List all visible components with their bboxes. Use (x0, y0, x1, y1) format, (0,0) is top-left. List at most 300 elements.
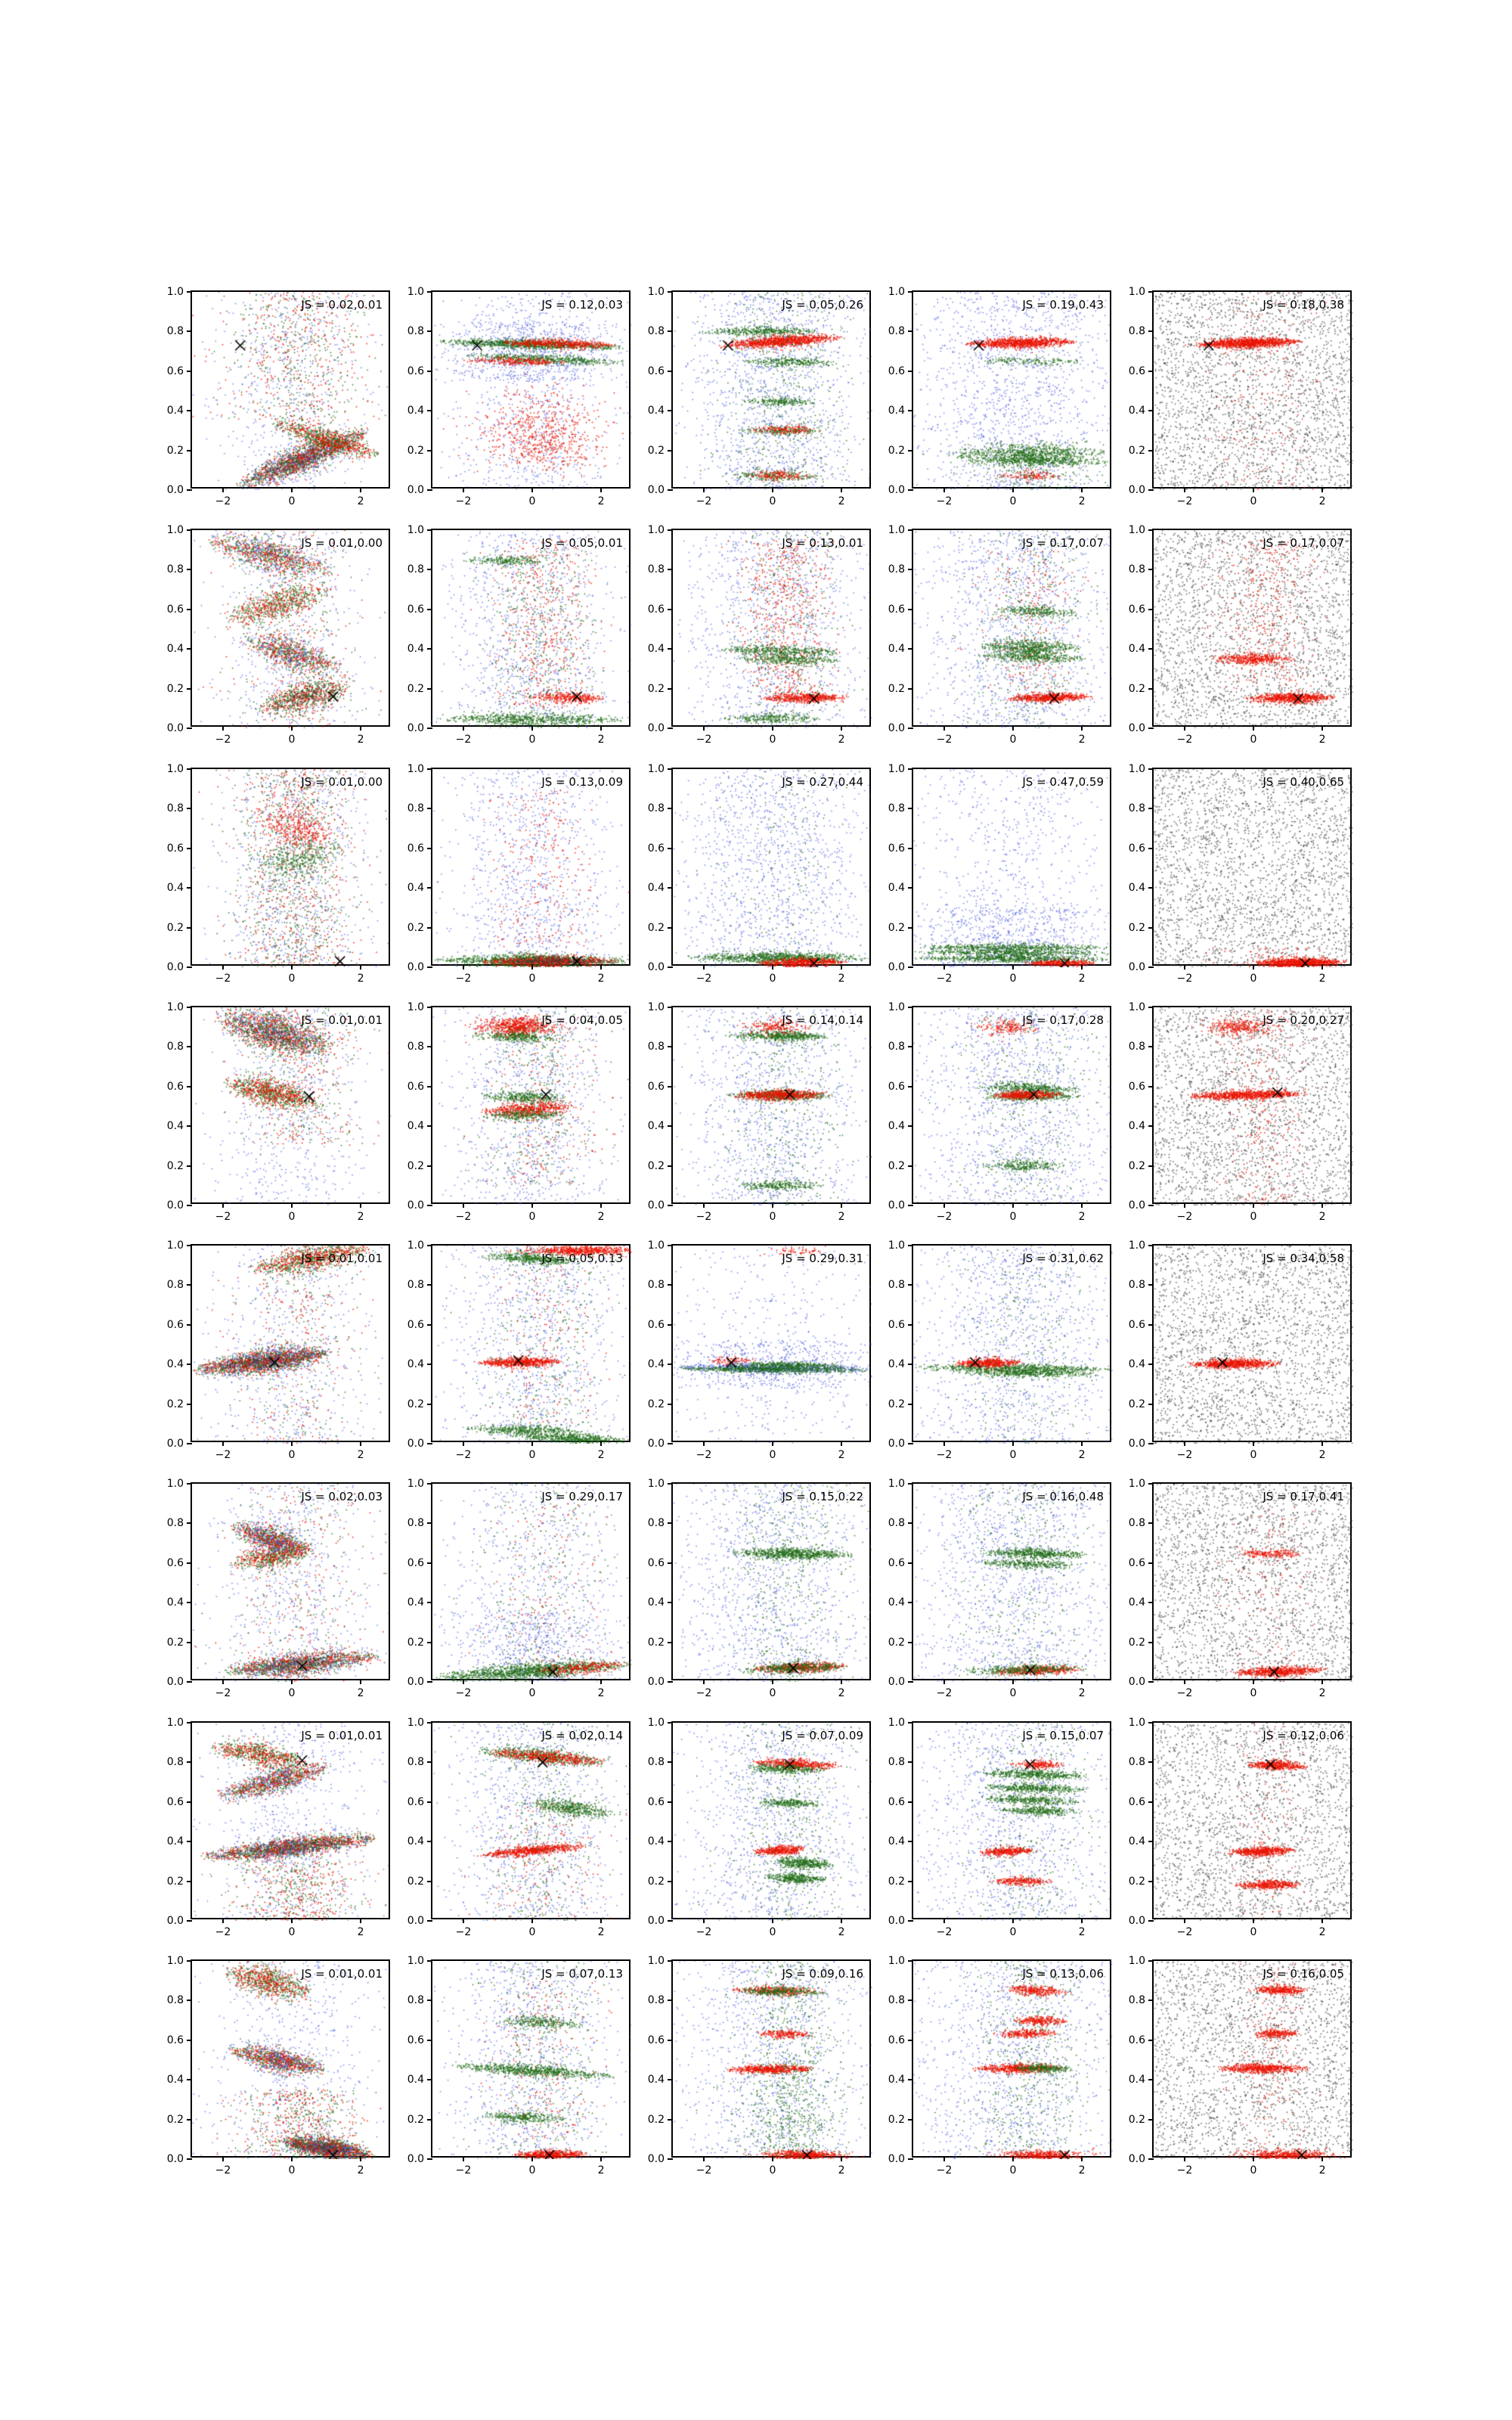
y-tick-label: 0.8 (647, 1994, 665, 2007)
y-tick-label: 0.2 (888, 444, 905, 457)
scatter-canvas (1154, 530, 1353, 728)
y-tick-mark (908, 450, 913, 451)
y-tick-mark (427, 728, 432, 729)
y-tick-label: 0.0 (1128, 1915, 1145, 1927)
scatter-canvas (913, 1007, 1113, 1205)
y-tick-mark (668, 1125, 673, 1127)
y-tick-mark (668, 291, 673, 293)
x-tick-mark (1081, 964, 1083, 970)
x-tick-mark (1012, 964, 1014, 970)
y-tick-label: 0.2 (888, 1875, 905, 1888)
x-tick-mark (222, 1202, 224, 1208)
x-tick-mark (772, 2156, 773, 2161)
x-tick-label: 0 (288, 495, 296, 507)
y-tick-mark (1148, 1443, 1154, 1444)
y-tick-mark (908, 2158, 913, 2160)
subplot-r6c5 (1128, 1478, 1352, 1699)
y-tick-label: 0.8 (647, 1041, 665, 1053)
x-tick-mark (531, 1441, 533, 1446)
x-tick-label: 0 (288, 1211, 296, 1223)
js-annotation: JS = 0.13,0.06 (1022, 1967, 1104, 1981)
scatter-canvas (673, 1723, 872, 1921)
subplot-r2c1 (166, 524, 390, 746)
js-annotation: JS = 0.12,0.06 (1263, 1729, 1344, 1742)
x-tick-label: 2 (838, 2164, 845, 2176)
y-tick-mark (187, 371, 192, 372)
js-annotation: JS = 0.20,0.27 (1263, 1013, 1344, 1027)
scatter-canvas (432, 1723, 632, 1921)
y-tick-mark (668, 489, 673, 491)
y-tick-mark (908, 1364, 913, 1365)
y-tick-mark (427, 2000, 432, 2001)
y-tick-label: 0.0 (647, 1676, 665, 1688)
x-tick-label: 2 (597, 734, 605, 746)
y-tick-label: 0.4 (166, 882, 184, 895)
js-annotation: JS = 0.12,0.03 (541, 298, 623, 312)
x-tick-mark (291, 487, 293, 492)
scatter-canvas (1154, 1484, 1353, 1682)
y-tick-label: 0.4 (888, 643, 905, 656)
y-tick-mark (1148, 371, 1154, 372)
y-tick-label: 1.0 (407, 1955, 424, 1967)
js-annotation: JS = 0.29,0.17 (541, 1490, 623, 1503)
y-tick-label: 0.2 (1128, 1636, 1145, 1649)
y-tick-label: 0.4 (407, 1835, 424, 1848)
js-annotation: JS = 0.47,0.59 (1022, 775, 1104, 789)
y-tick-mark (1148, 489, 1154, 491)
y-tick-label: 0.6 (647, 1795, 665, 1808)
y-tick-label: 1.0 (888, 763, 905, 775)
y-tick-mark (668, 569, 673, 570)
x-tick-mark (841, 964, 842, 970)
y-tick-mark (187, 1364, 192, 1365)
x-tick-mark (291, 725, 293, 731)
y-tick-mark (187, 1443, 192, 1444)
x-tick-mark (360, 1202, 361, 1208)
x-tick-label: 2 (1318, 1687, 1326, 1699)
x-tick-label: 0 (1250, 495, 1257, 507)
x-tick-label: 2 (1318, 1449, 1326, 1461)
y-tick-mark (427, 848, 432, 849)
y-tick-mark (668, 1284, 673, 1286)
x-tick-label: −2 (1176, 2164, 1193, 2176)
y-tick-label: 0.6 (888, 603, 905, 616)
y-tick-mark (427, 1284, 432, 1286)
js-annotation: JS = 0.17,0.41 (1263, 1490, 1344, 1503)
y-tick-label: 0.8 (166, 1279, 184, 1292)
subplot-r5c4 (888, 1239, 1111, 1461)
y-tick-mark (187, 648, 192, 650)
y-tick-label: 0.4 (888, 1835, 905, 1848)
y-tick-label: 0.2 (888, 1398, 905, 1410)
subplot-r4c2 (407, 1001, 631, 1223)
y-tick-mark (908, 728, 913, 729)
y-tick-mark (1148, 1205, 1154, 1206)
x-tick-mark (1253, 1441, 1254, 1446)
y-tick-mark (668, 887, 673, 889)
x-tick-label: 2 (1318, 734, 1326, 746)
y-tick-label: 0.6 (888, 2034, 905, 2046)
y-tick-mark (187, 808, 192, 809)
x-tick-mark (291, 1441, 293, 1446)
y-tick-label: 1.0 (647, 524, 665, 536)
scatter-canvas (913, 530, 1113, 728)
y-tick-label: 0.2 (888, 2113, 905, 2126)
x-tick-mark (772, 1202, 773, 1208)
y-tick-label: 0.8 (1128, 325, 1145, 338)
subplot-r5c2 (407, 1239, 631, 1461)
subplot-r7c2 (407, 1717, 631, 1938)
x-tick-label: 2 (357, 1211, 364, 1223)
x-tick-mark (531, 1918, 533, 1923)
x-tick-mark (360, 2156, 361, 2161)
y-tick-label: 0.8 (888, 802, 905, 815)
x-tick-mark (463, 1918, 464, 1923)
y-tick-mark (908, 609, 913, 610)
x-tick-label: 2 (838, 1687, 845, 1699)
x-tick-label: −2 (455, 495, 472, 507)
x-tick-label: −2 (936, 734, 953, 746)
y-tick-label: 0.0 (647, 722, 665, 734)
y-tick-label: 0.6 (407, 1795, 424, 1808)
scatter-canvas (1154, 292, 1353, 490)
y-tick-mark (668, 1881, 673, 1882)
y-tick-mark (668, 1007, 673, 1008)
x-tick-mark (222, 725, 224, 731)
x-tick-mark (600, 1441, 602, 1446)
x-tick-mark (841, 1202, 842, 1208)
x-tick-label: −2 (215, 973, 231, 985)
js-annotation: JS = 0.01,0.00 (301, 775, 383, 789)
y-tick-mark (427, 1086, 432, 1087)
x-tick-mark (463, 1202, 464, 1208)
y-tick-mark (668, 1841, 673, 1842)
x-tick-mark (841, 2156, 842, 2161)
subplot-r4c1 (166, 1001, 390, 1223)
x-tick-label: 2 (597, 495, 605, 507)
x-tick-mark (703, 1918, 705, 1923)
y-tick-mark (427, 1761, 432, 1763)
x-tick-mark (1321, 2156, 1323, 2161)
y-tick-mark (908, 1284, 913, 1286)
x-tick-mark (1321, 487, 1323, 492)
y-tick-label: 0.4 (888, 1358, 905, 1371)
x-tick-label: 0 (528, 1926, 536, 1938)
y-tick-label: 0.0 (166, 1199, 184, 1212)
x-tick-mark (1253, 487, 1254, 492)
subplot-r2c2 (407, 524, 631, 746)
x-tick-mark (1321, 964, 1323, 970)
y-tick-mark (908, 1960, 913, 1962)
subplot-r2c3 (647, 524, 871, 746)
x-tick-label: −2 (1176, 734, 1193, 746)
y-tick-mark (668, 2079, 673, 2080)
y-tick-label: 0.0 (1128, 722, 1145, 734)
y-tick-mark (187, 1881, 192, 1882)
x-tick-label: 2 (357, 1687, 364, 1699)
x-tick-mark (600, 964, 602, 970)
y-tick-mark (427, 768, 432, 770)
js-annotation: JS = 0.14,0.14 (782, 1013, 863, 1027)
y-tick-label: 0.2 (888, 1636, 905, 1649)
subplot-r7c3 (647, 1717, 871, 1938)
y-tick-label: 0.2 (407, 682, 424, 695)
y-tick-mark (1148, 609, 1154, 610)
y-tick-label: 1.0 (407, 286, 424, 298)
y-tick-label: 1.0 (888, 1717, 905, 1729)
x-tick-mark (222, 1918, 224, 1923)
y-tick-label: 0.4 (888, 1120, 905, 1133)
js-annotation: JS = 0.29,0.31 (782, 1252, 863, 1265)
x-tick-label: −2 (1176, 495, 1193, 507)
x-tick-label: 0 (769, 1926, 776, 1938)
y-tick-mark (668, 1165, 673, 1167)
y-tick-label: 0.6 (1128, 1318, 1145, 1331)
x-tick-label: 0 (528, 734, 536, 746)
x-tick-mark (1253, 2156, 1254, 2161)
y-tick-mark (668, 768, 673, 770)
y-tick-label: 0.2 (647, 1159, 665, 1172)
y-tick-label: 0.6 (888, 1795, 905, 1808)
y-tick-mark (187, 688, 192, 690)
y-tick-mark (187, 450, 192, 451)
x-tick-mark (222, 964, 224, 970)
x-tick-mark (841, 487, 842, 492)
y-tick-label: 0.4 (166, 1120, 184, 1133)
x-tick-label: 2 (1078, 1449, 1086, 1461)
js-annotation: JS = 0.02,0.03 (301, 1490, 383, 1503)
y-tick-label: 1.0 (1128, 1717, 1145, 1729)
x-tick-mark (1081, 1441, 1083, 1446)
subplot-r4c3 (647, 1001, 871, 1223)
y-tick-mark (668, 1801, 673, 1803)
y-tick-label: 0.0 (407, 722, 424, 734)
y-tick-label: 0.6 (407, 1318, 424, 1331)
x-tick-label: −2 (1176, 1211, 1193, 1223)
y-tick-label: 0.2 (647, 2113, 665, 2126)
scatter-canvas (432, 1961, 632, 2159)
x-tick-mark (291, 964, 293, 970)
y-tick-label: 0.2 (1128, 921, 1145, 934)
y-tick-mark (908, 768, 913, 770)
x-tick-mark (222, 487, 224, 492)
y-tick-label: 1.0 (647, 1478, 665, 1490)
x-tick-label: 2 (1078, 495, 1086, 507)
y-tick-label: 0.8 (647, 802, 665, 815)
x-tick-label: 2 (357, 495, 364, 507)
scatter-canvas (432, 769, 632, 967)
x-tick-mark (943, 725, 945, 731)
x-tick-mark (1012, 1441, 1014, 1446)
x-tick-label: −2 (936, 1687, 953, 1699)
y-tick-mark (668, 1086, 673, 1087)
y-tick-label: 0.6 (647, 1556, 665, 1569)
subplot-r5c3 (647, 1239, 871, 1461)
x-tick-mark (1081, 725, 1083, 731)
x-tick-mark (841, 1441, 842, 1446)
y-tick-label: 0.2 (1128, 444, 1145, 457)
y-tick-label: 0.4 (166, 1835, 184, 1848)
y-tick-label: 1.0 (888, 1955, 905, 1967)
js-annotation: JS = 0.17,0.07 (1263, 536, 1344, 550)
y-tick-label: 1.0 (166, 1478, 184, 1490)
y-tick-mark (1148, 1920, 1154, 1922)
y-tick-label: 0.2 (407, 1875, 424, 1888)
y-tick-label: 0.8 (888, 1756, 905, 1769)
y-tick-mark (427, 1920, 432, 1922)
y-tick-mark (1148, 648, 1154, 650)
js-annotation: JS = 0.04,0.05 (541, 1013, 623, 1027)
x-tick-label: 0 (1009, 1449, 1017, 1461)
y-tick-label: 0.6 (888, 1318, 905, 1331)
y-tick-mark (187, 1801, 192, 1803)
x-tick-mark (1253, 725, 1254, 731)
js-annotation: JS = 0.15,0.22 (782, 1490, 863, 1503)
js-annotation: JS = 0.27,0.44 (782, 775, 863, 789)
y-tick-label: 0.2 (407, 1636, 424, 1649)
x-tick-label: −2 (215, 734, 231, 746)
y-tick-label: 0.8 (407, 325, 424, 338)
y-tick-label: 0.4 (407, 405, 424, 417)
y-tick-mark (908, 529, 913, 531)
y-tick-label: 0.0 (407, 1915, 424, 1927)
y-tick-mark (427, 1960, 432, 1962)
y-tick-mark (668, 450, 673, 451)
x-tick-label: −2 (936, 495, 953, 507)
y-tick-label: 0.8 (166, 802, 184, 815)
y-tick-label: 0.2 (647, 1398, 665, 1410)
x-tick-label: 2 (1078, 973, 1086, 985)
x-tick-mark (1012, 487, 1014, 492)
x-tick-mark (772, 1918, 773, 1923)
y-tick-label: 0.4 (647, 1596, 665, 1609)
y-tick-label: 0.8 (888, 1279, 905, 1292)
y-tick-label: 0.4 (407, 1358, 424, 1371)
scatter-canvas (1154, 1723, 1353, 1921)
x-tick-label: −2 (696, 1449, 712, 1461)
js-annotation: JS = 0.17,0.28 (1022, 1013, 1104, 1027)
x-tick-mark (1081, 1918, 1083, 1923)
x-tick-label: 0 (769, 973, 776, 985)
x-tick-mark (1081, 2156, 1083, 2161)
y-tick-label: 1.0 (166, 1955, 184, 1967)
subplot-r1c2 (407, 286, 631, 507)
y-tick-mark (427, 2079, 432, 2080)
y-tick-label: 0.6 (888, 842, 905, 855)
y-tick-mark (908, 848, 913, 849)
x-tick-label: 0 (769, 734, 776, 746)
y-tick-label: 1.0 (647, 1001, 665, 1013)
y-tick-label: 0.0 (407, 1199, 424, 1212)
y-tick-mark (908, 489, 913, 491)
x-tick-label: −2 (215, 1211, 231, 1223)
y-tick-label: 0.8 (166, 1994, 184, 2007)
y-tick-label: 0.4 (1128, 1120, 1145, 1133)
x-tick-label: 2 (1318, 495, 1326, 507)
y-tick-label: 0.8 (166, 1041, 184, 1053)
y-tick-label: 0.4 (166, 405, 184, 417)
x-tick-mark (772, 1679, 773, 1684)
y-tick-mark (668, 529, 673, 531)
y-tick-label: 0.4 (1128, 405, 1145, 417)
x-tick-mark (222, 2156, 224, 2161)
scatter-canvas (913, 1484, 1113, 1682)
y-tick-mark (427, 1046, 432, 1047)
y-tick-label: 0.4 (888, 2074, 905, 2086)
scatter-canvas (192, 769, 392, 967)
y-tick-label: 1.0 (407, 1717, 424, 1729)
y-tick-mark (908, 2119, 913, 2121)
y-tick-mark (668, 1960, 673, 1962)
y-tick-label: 0.6 (647, 603, 665, 616)
y-tick-label: 0.2 (1128, 1159, 1145, 1172)
y-tick-mark (908, 1722, 913, 1723)
subplot-r8c2 (407, 1955, 631, 2176)
y-tick-mark (427, 1642, 432, 1643)
x-tick-mark (1012, 1679, 1014, 1684)
x-tick-mark (1012, 2156, 1014, 2161)
y-tick-mark (908, 887, 913, 889)
x-tick-label: 2 (838, 495, 845, 507)
y-tick-mark (187, 1007, 192, 1008)
js-annotation: JS = 0.07,0.09 (782, 1729, 863, 1742)
x-tick-label: 2 (597, 1687, 605, 1699)
y-tick-label: 0.8 (1128, 1517, 1145, 1530)
subplot-r1c1 (166, 286, 390, 507)
y-tick-mark (1148, 768, 1154, 770)
y-tick-label: 0.0 (166, 1915, 184, 1927)
x-tick-label: 2 (1078, 1687, 1086, 1699)
y-tick-label: 1.0 (1128, 286, 1145, 298)
x-tick-label: 2 (597, 1211, 605, 1223)
y-tick-mark (908, 1920, 913, 1922)
y-tick-label: 0.8 (407, 563, 424, 576)
x-tick-mark (1253, 964, 1254, 970)
y-tick-mark (187, 1761, 192, 1763)
y-tick-label: 0.6 (1128, 1795, 1145, 1808)
y-tick-mark (1148, 1324, 1154, 1326)
x-tick-label: 2 (597, 2164, 605, 2176)
y-tick-label: 1.0 (166, 1717, 184, 1729)
y-tick-mark (908, 2000, 913, 2001)
x-tick-label: 2 (357, 734, 364, 746)
y-tick-label: 0.4 (1128, 1596, 1145, 1609)
y-tick-mark (1148, 2079, 1154, 2080)
y-tick-label: 0.2 (166, 921, 184, 934)
y-tick-label: 0.6 (647, 1080, 665, 1093)
x-tick-label: −2 (936, 1211, 953, 1223)
subplot-r3c5 (1128, 763, 1352, 985)
y-tick-mark (187, 1920, 192, 1922)
x-tick-label: 2 (597, 973, 605, 985)
y-tick-mark (1148, 1364, 1154, 1365)
scatter-canvas (673, 1246, 872, 1444)
subplot-r4c5 (1128, 1001, 1352, 1223)
js-annotation: JS = 0.16,0.05 (1263, 1967, 1344, 1981)
y-tick-mark (668, 1245, 673, 1246)
y-tick-mark (908, 1125, 913, 1127)
x-tick-mark (600, 725, 602, 731)
x-tick-label: −2 (455, 1687, 472, 1699)
x-tick-mark (463, 1441, 464, 1446)
y-tick-mark (1148, 848, 1154, 849)
y-tick-label: 0.8 (407, 802, 424, 815)
x-tick-mark (1012, 725, 1014, 731)
y-tick-label: 0.2 (888, 921, 905, 934)
y-tick-label: 0.8 (166, 1517, 184, 1530)
y-tick-label: 0.4 (407, 643, 424, 656)
y-tick-label: 1.0 (1128, 763, 1145, 775)
